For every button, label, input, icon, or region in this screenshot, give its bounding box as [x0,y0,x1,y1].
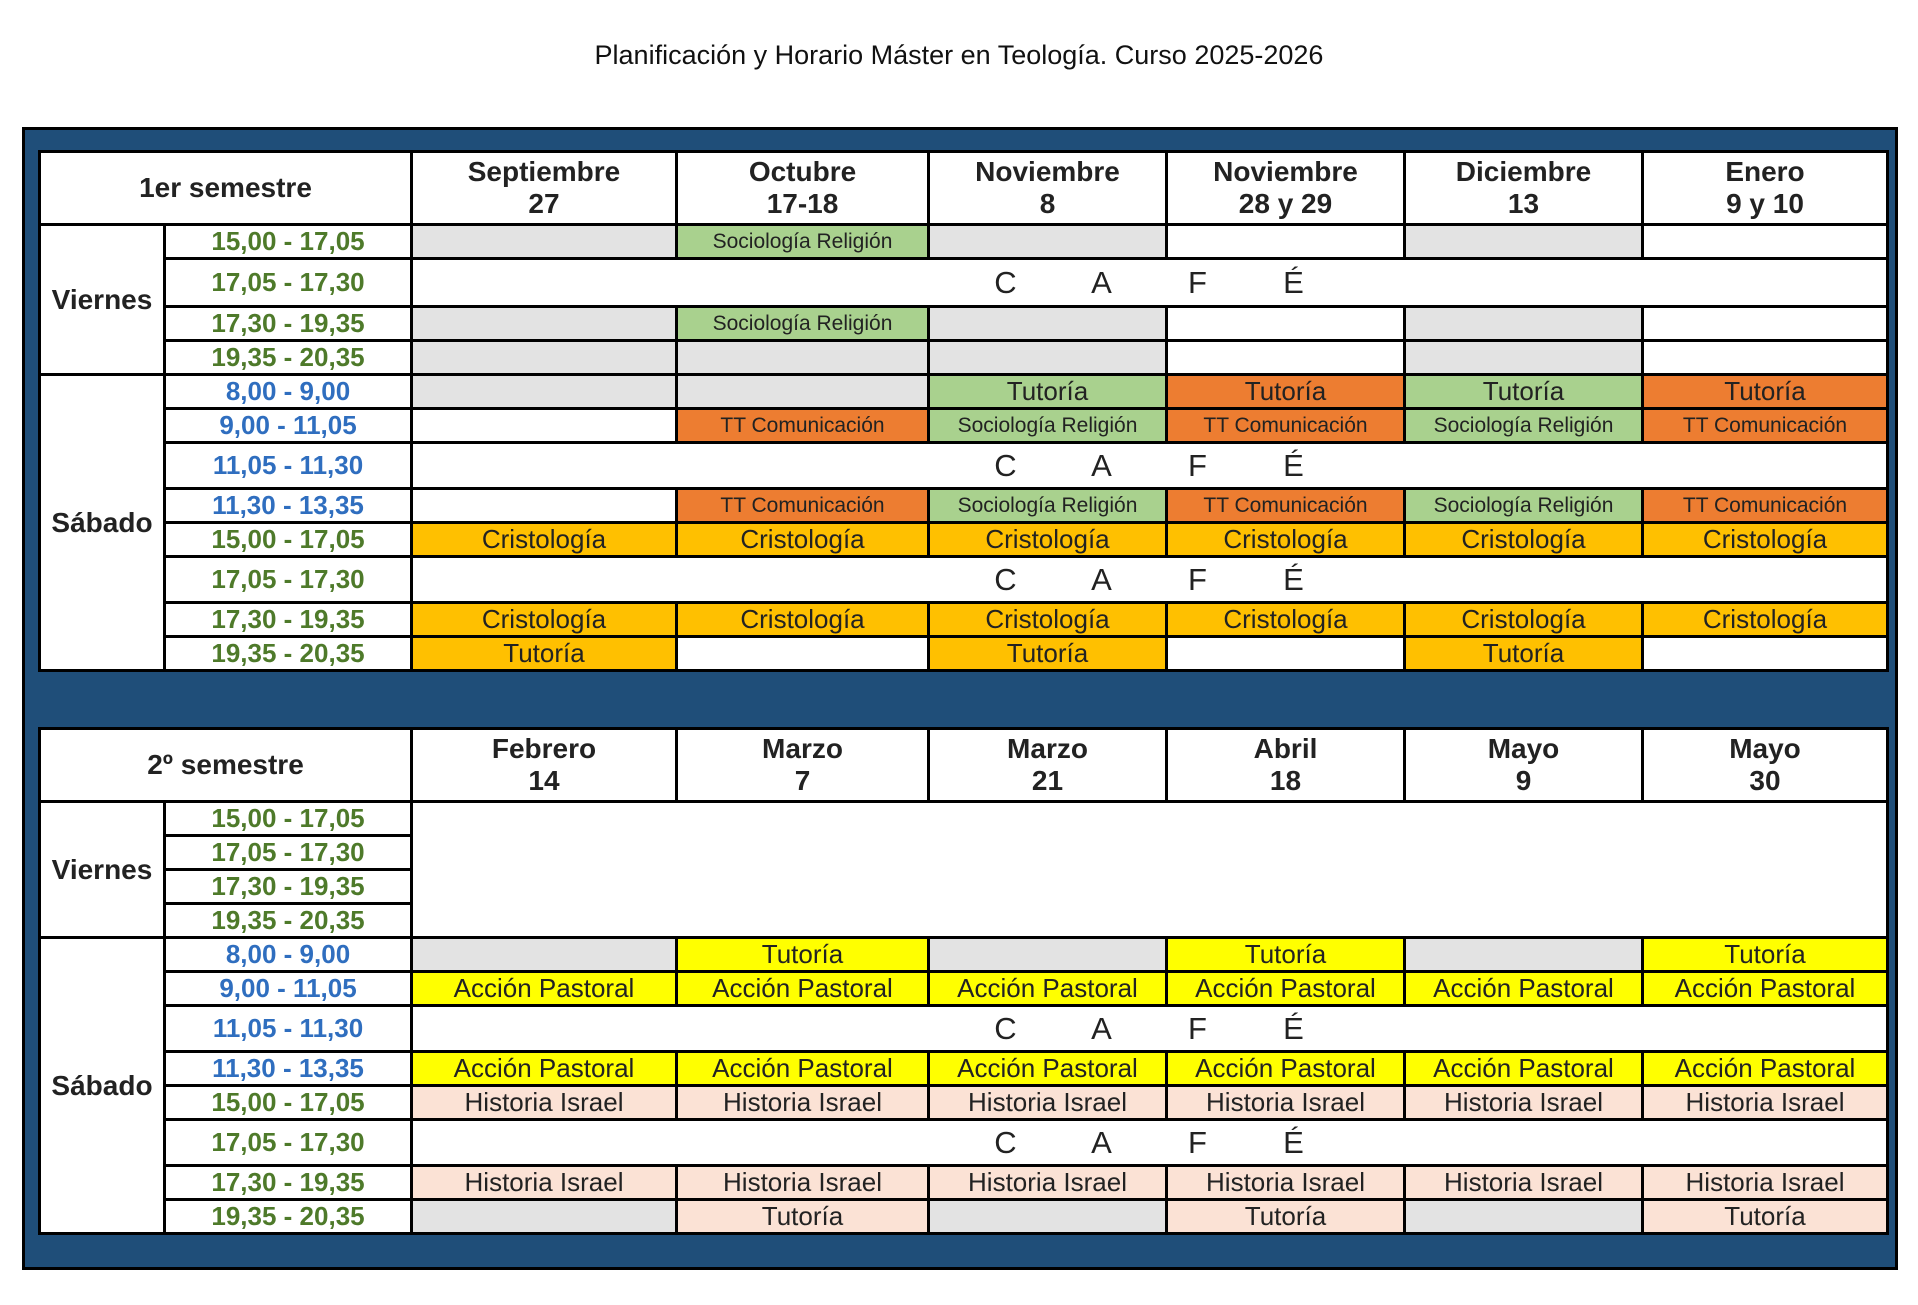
month-label: Septiembre [467,156,621,187]
semester-2-table [38,727,1889,1235]
schedule-cell: Historia Israel [1643,1086,1888,1120]
schedule-cell: Historia Israel [1405,1166,1643,1200]
schedule-cell [1405,938,1643,972]
cafe-letter: C [994,447,1017,483]
time-slot: 17,05 - 17,30 [165,259,412,307]
time-slot: 8,00 - 9,00 [165,375,412,409]
schedule-cell [1405,1200,1643,1234]
semester-label: 2º semestre [40,729,412,802]
day-label: 27 [528,188,560,219]
schedule-cell [929,341,1167,375]
schedule-cell: Acción Pastoral [929,972,1167,1006]
cafe-letter: É [1283,264,1304,300]
schedule-cell [1167,637,1405,671]
cafe-letter: A [1091,1010,1112,1046]
schedule-row [40,637,1888,671]
date-column-header [677,152,929,225]
schedule-cell: Acción Pastoral [1405,1052,1643,1086]
schedule-cell: Acción Pastoral [1167,972,1405,1006]
date-column-header [677,729,929,802]
schedule-row [40,443,1888,489]
day-label: 13 [1507,188,1540,219]
schedule-cell [412,938,677,972]
schedule-cell: Acción Pastoral [929,1052,1167,1086]
date-column-header [929,152,1167,225]
semester-1-table [38,150,1889,672]
time-slot: 11,30 - 13,35 [165,1052,412,1086]
date-column-header [412,729,677,802]
schedule-cell: Cristología [1405,603,1643,637]
schedule-cell: Sociología Religión [929,409,1167,443]
schedule-cell [1405,225,1643,259]
schedule-cell: Cristología [412,603,677,637]
schedule-cell: Tutoría [677,938,929,972]
schedule-cell: Historia Israel [677,1086,929,1120]
schedule-cell [929,225,1167,259]
schedule-cell: Acción Pastoral [412,1052,677,1086]
month-label: Febrero [491,733,597,764]
schedule-cell: TT Comunicación [1643,409,1888,443]
schedule-cell: Sociología Religión [677,307,929,341]
cafe-letter: É [1283,1010,1304,1046]
month-label: Abril [1253,733,1318,764]
schedule-cell: Tutoría [412,637,677,671]
schedule-cell [1643,341,1888,375]
month-label: Noviembre [975,156,1120,187]
day-label: 14 [528,765,560,796]
semester-label: 1er semestre [40,152,412,225]
day-label: 9 [1515,765,1532,796]
day-label-friday: Viernes [40,225,165,375]
schedule-row [40,938,1888,972]
time-slot: 17,05 - 17,30 [165,836,412,870]
schedule-cell: TT Comunicación [1167,409,1405,443]
schedule-row [40,375,1888,409]
time-slot: 19,35 - 20,35 [165,341,412,375]
month-label: Octubre [748,156,857,187]
schedule-cell: Historia Israel [1405,1086,1643,1120]
cafe-letter: C [994,264,1017,300]
cafe-letter: F [1188,447,1207,483]
schedule-cell: Historia Israel [412,1166,677,1200]
schedule-cell: Tutoría [1405,637,1643,671]
time-slot: 15,00 - 17,05 [165,225,412,259]
schedule-cell: Acción Pastoral [412,972,677,1006]
schedule-cell [929,307,1167,341]
schedule-cell [929,1200,1167,1234]
schedule-row [40,259,1888,307]
schedule-row [40,557,1888,603]
time-slot: 9,00 - 11,05 [165,409,412,443]
schedule-row [40,1200,1888,1234]
schedule-cell [1167,341,1405,375]
schedule-cell [1405,307,1643,341]
date-column-header [1167,729,1405,802]
date-column-header [1167,152,1405,225]
time-slot: 15,00 - 17,05 [165,523,412,557]
cafe-letter: A [1091,447,1112,483]
schedule-row [40,523,1888,557]
semester-2-header-row [40,729,1888,802]
day-label-saturday: Sábado [40,375,165,671]
time-slot: 17,05 - 17,30 [165,557,412,603]
schedule-cell [1405,341,1643,375]
schedule-cell: Historia Israel [929,1166,1167,1200]
schedule-cell: Acción Pastoral [1167,1052,1405,1086]
schedule-row [40,307,1888,341]
date-column-header [1405,729,1643,802]
time-slot: 9,00 - 11,05 [165,972,412,1006]
schedule-cell: Tutoría [1167,1200,1405,1234]
coffee-break [412,1120,1888,1166]
coffee-break [412,557,1888,603]
schedule-cell: TT Comunicación [677,489,929,523]
schedule-row [40,225,1888,259]
cafe-letter: F [1188,561,1207,597]
schedule-cell: Tutoría [929,375,1167,409]
schedule-cell [1167,225,1405,259]
schedule-cell: Tutoría [1643,938,1888,972]
cafe-letter: C [994,1124,1017,1160]
cafe-letter: A [1091,561,1112,597]
schedule-row [40,603,1888,637]
schedule-cell [412,1200,677,1234]
month-label: Noviembre [1213,156,1358,187]
month-label: Marzo [1007,733,1088,764]
time-slot: 17,30 - 19,35 [165,1166,412,1200]
schedule-cell [1167,307,1405,341]
schedule-cell: Tutoría [1167,938,1405,972]
schedule-cell [677,341,929,375]
day-label: 18 [1269,765,1302,796]
cafe-letter: É [1283,447,1304,483]
schedule-cell: Cristología [677,603,929,637]
schedule-cell: Tutoría [1643,1200,1888,1234]
schedule-row [40,489,1888,523]
cafe-letter: C [994,1010,1017,1046]
friday-empty-area [412,802,1888,938]
month-label: Mayo [1729,733,1801,764]
schedule-cell [412,307,677,341]
day-label: 30 [1749,765,1781,796]
cafe-letter: F [1188,1124,1207,1160]
semester-1-header-row [40,152,1888,225]
schedule-cell [677,637,929,671]
time-slot: 17,30 - 19,35 [165,603,412,637]
month-label: Mayo [1487,733,1560,764]
month-label: Diciembre [1455,156,1592,187]
schedule-cell [412,409,677,443]
schedule-cell: Tutoría [677,1200,929,1234]
cafe-letter: É [1283,1124,1304,1160]
time-slot: 17,30 - 19,35 [165,307,412,341]
schedule-row [40,341,1888,375]
date-column-header [1405,152,1643,225]
schedule-cell: Cristología [1167,523,1405,557]
schedule-cell: Acción Pastoral [1643,1052,1888,1086]
schedule-cell: Sociología Religión [1405,489,1643,523]
time-slot: 17,30 - 19,35 [165,870,412,904]
schedule-cell: Historia Israel [929,1086,1167,1120]
schedule-cell: Sociología Religión [929,489,1167,523]
time-slot: 11,05 - 11,30 [165,443,412,489]
schedule-cell: Sociología Religión [1405,409,1643,443]
schedule-row [40,1166,1888,1200]
month-label: Enero [1725,156,1805,187]
schedule-cell: Historia Israel [412,1086,677,1120]
schedule-cell: Historia Israel [1167,1086,1405,1120]
schedule-cell: TT Comunicación [1643,489,1888,523]
schedule-cell: Cristología [1167,603,1405,637]
schedule-cell: Tutoría [1643,375,1888,409]
schedule-cell [1643,225,1888,259]
schedule-row [40,1086,1888,1120]
schedule-cell [929,938,1167,972]
day-label: 7 [794,765,811,796]
schedule-row [40,1052,1888,1086]
schedule-cell: Acción Pastoral [1643,972,1888,1006]
schedule-cell: Cristología [1643,523,1888,557]
cafe-letter: F [1188,1010,1207,1046]
schedule-cell [412,375,677,409]
schedule-cell: Historia Israel [1167,1166,1405,1200]
day-label: 17-18 [766,188,839,219]
schedule-row [40,1006,1888,1052]
page-title: Planificación y Horario Máster en Teología. Curso 2025-2026 [594,40,1324,70]
schedule-cell [677,375,929,409]
time-slot: 8,00 - 9,00 [165,938,412,972]
schedule-cell: Historia Israel [677,1166,929,1200]
day-label: 8 [1039,188,1056,219]
coffee-break [412,259,1888,307]
time-slot: 11,05 - 11,30 [165,1006,412,1052]
schedule-cell: Cristología [929,523,1167,557]
time-slot: 19,35 - 20,35 [165,637,412,671]
schedule-cell: TT Comunicación [677,409,929,443]
month-label: Marzo [762,733,843,764]
schedule-cell: Acción Pastoral [1405,972,1643,1006]
schedule-cell [412,489,677,523]
cafe-letter: A [1091,264,1112,300]
schedule-cell: Historia Israel [1643,1166,1888,1200]
schedule-cell [412,225,677,259]
coffee-break [412,1006,1888,1052]
schedule-row [40,409,1888,443]
day-label-friday: Viernes [40,802,165,938]
schedule-row [40,1120,1888,1166]
schedule-cell: Cristología [677,523,929,557]
cafe-letter: É [1283,561,1304,597]
date-column-header [929,729,1167,802]
schedule-cell: Sociología Religión [677,225,929,259]
day-label: 21 [1031,765,1064,796]
schedule-cell: Acción Pastoral [677,1052,929,1086]
schedule-row [40,802,1888,836]
time-slot: 11,30 - 13,35 [165,489,412,523]
schedule-cell [412,341,677,375]
schedule-cell [1643,637,1888,671]
schedule-cell: Tutoría [1405,375,1643,409]
time-slot: 15,00 - 17,05 [165,802,412,836]
day-label: 28 y 29 [1238,188,1333,219]
day-label: 9 y 10 [1726,188,1804,219]
date-column-header [1643,152,1888,225]
time-slot: 19,35 - 20,35 [165,904,412,938]
day-label-saturday: Sábado [40,938,165,1234]
schedule-cell: Cristología [1643,603,1888,637]
date-column-header [1643,729,1888,802]
cafe-letter: C [994,561,1017,597]
time-slot: 17,05 - 17,30 [165,1120,412,1166]
schedule-cell: Tutoría [1167,375,1405,409]
schedule-cell: Cristología [412,523,677,557]
schedule-cell: Cristología [1405,523,1643,557]
schedule-cell [1643,307,1888,341]
time-slot: 15,00 - 17,05 [165,1086,412,1120]
schedule-cell: Tutoría [929,637,1167,671]
coffee-break [412,443,1888,489]
cafe-letter: A [1091,1124,1112,1160]
schedule-row [40,972,1888,1006]
time-slot: 19,35 - 20,35 [165,1200,412,1234]
date-column-header [412,152,677,225]
cafe-letter: F [1188,264,1207,300]
schedule-cell: Cristología [929,603,1167,637]
schedule-cell: Acción Pastoral [677,972,929,1006]
schedule-cell: TT Comunicación [1167,489,1405,523]
